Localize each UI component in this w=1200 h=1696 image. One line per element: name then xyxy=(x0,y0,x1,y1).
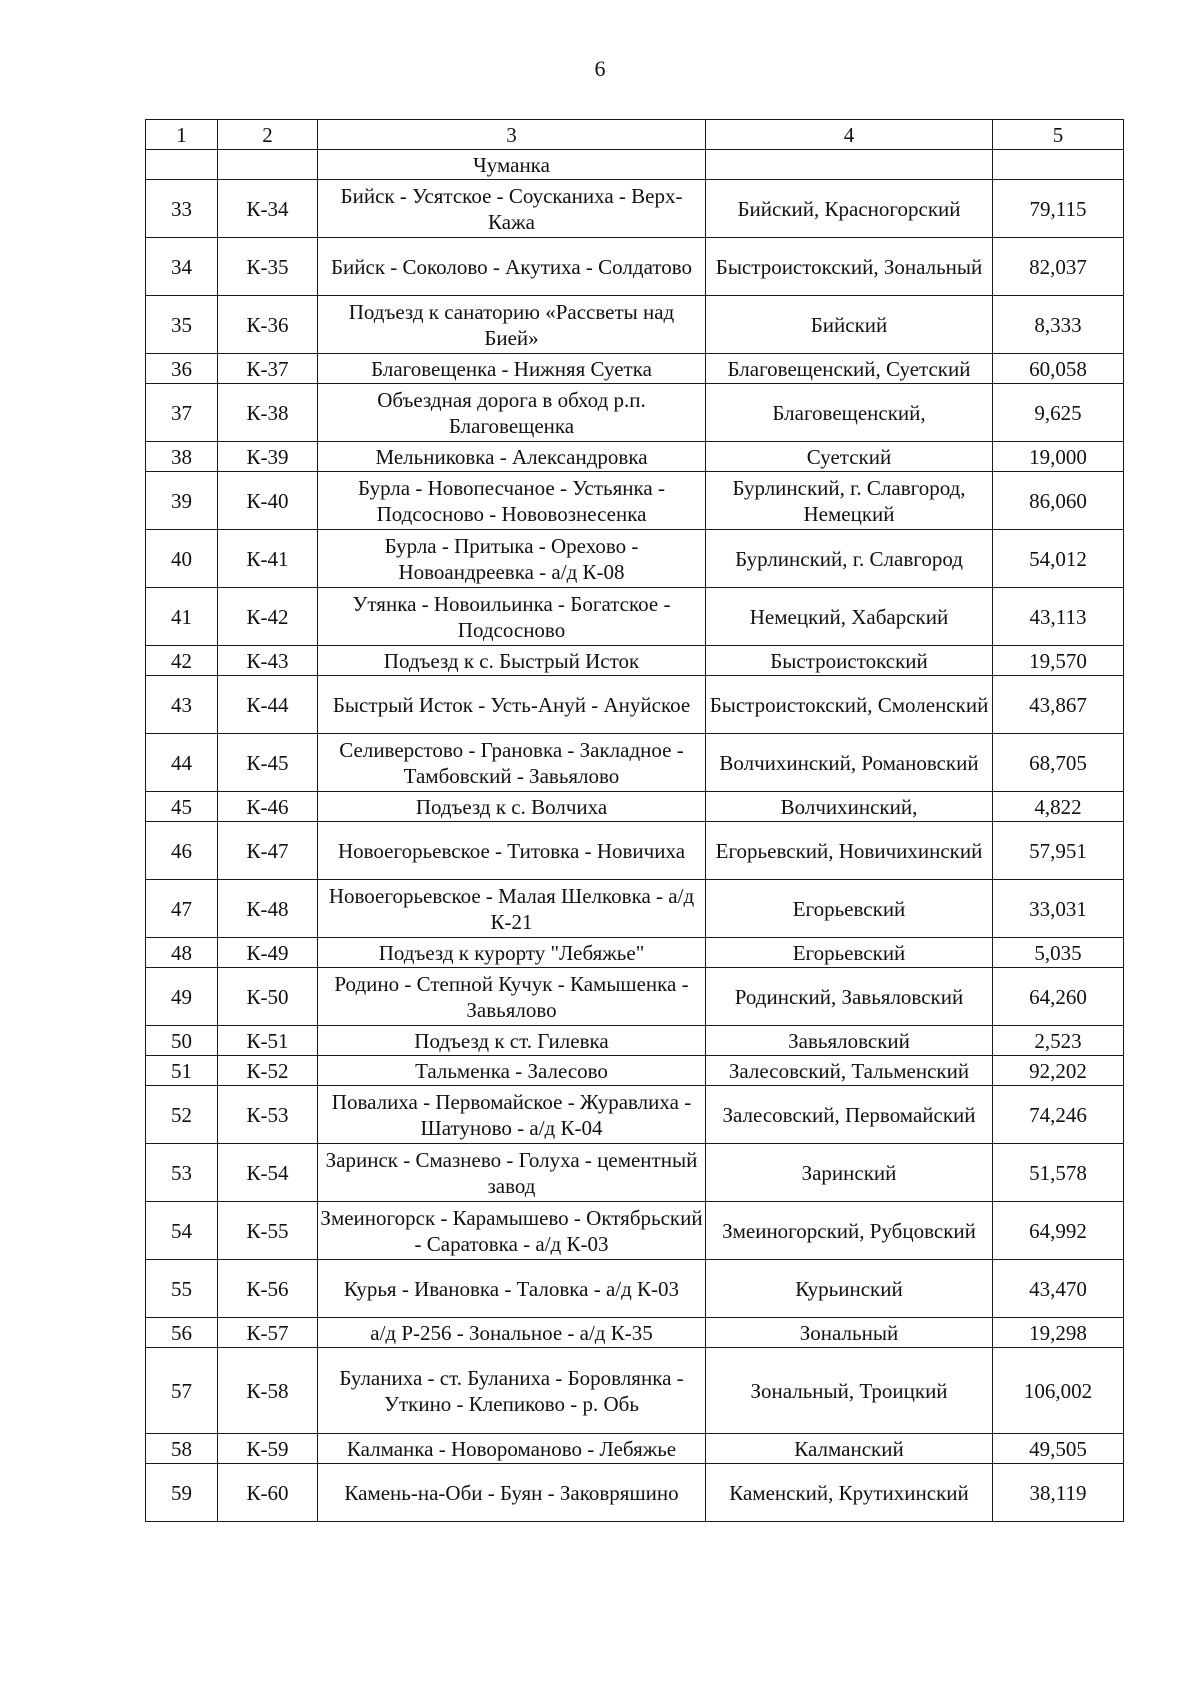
road-name: Бийск - Соколово - Акутиха - Солдатово xyxy=(318,238,706,296)
row-number xyxy=(146,150,218,180)
road-code: К-58 xyxy=(218,1348,318,1434)
road-district: Бийский xyxy=(706,296,993,354)
row-number: 52 xyxy=(146,1086,218,1144)
road-district: Егорьевский xyxy=(706,938,993,968)
road-district: Заринский xyxy=(706,1144,993,1202)
road-name: Чуманка xyxy=(318,150,706,180)
road-name: Селиверстово - Грановка - Закладное - Тамбовский - Завьялово xyxy=(318,734,706,792)
road-district: Каменский, Крутихинский xyxy=(706,1464,993,1522)
table-row xyxy=(146,646,1124,676)
header-cell-2: 2 xyxy=(218,120,318,150)
road-name: Бийск - Усятское - Соусканиха - Верх-Кажа xyxy=(318,180,706,238)
road-district: Благовещенский, xyxy=(706,384,993,442)
road-name: Буланиха - ст. Буланиха - Боровлянка - Уткино - Клепиково - р. Обь xyxy=(318,1348,706,1434)
row-number: 48 xyxy=(146,938,218,968)
table-row xyxy=(146,238,1124,296)
row-number: 50 xyxy=(146,1026,218,1056)
road-length: 43,867 xyxy=(993,676,1124,734)
row-number: 59 xyxy=(146,1464,218,1522)
header-cell-3: 3 xyxy=(318,120,706,150)
road-name: Калманка - Новороманово - Лебяжье xyxy=(318,1434,706,1464)
table-row xyxy=(146,880,1124,938)
road-code: К-43 xyxy=(218,646,318,676)
road-district: Волчихинский, xyxy=(706,792,993,822)
road-district: Бурлинский, г. Славгород xyxy=(706,530,993,588)
road-code: К-42 xyxy=(218,588,318,646)
road-length: 38,119 xyxy=(993,1464,1124,1522)
table-row xyxy=(146,384,1124,442)
road-code: К-34 xyxy=(218,180,318,238)
table-row xyxy=(146,472,1124,530)
row-number: 46 xyxy=(146,822,218,880)
road-length: 43,470 xyxy=(993,1260,1124,1318)
row-number: 55 xyxy=(146,1260,218,1318)
table-row xyxy=(146,1086,1124,1144)
road-district: Курьинский xyxy=(706,1260,993,1318)
road-length: 79,115 xyxy=(993,180,1124,238)
road-name: Новоегорьевское - Титовка - Новичиха xyxy=(318,822,706,880)
road-code: К-38 xyxy=(218,384,318,442)
road-name: Повалиха - Первомайское - Журавлиха - Шатуново - а/д К-04 xyxy=(318,1086,706,1144)
road-length: 51,578 xyxy=(993,1144,1124,1202)
road-district: Егорьевский xyxy=(706,880,993,938)
road-length: 86,060 xyxy=(993,472,1124,530)
road-length: 92,202 xyxy=(993,1056,1124,1086)
road-length: 4,822 xyxy=(993,792,1124,822)
road-district: Волчихинский, Романовский xyxy=(706,734,993,792)
row-number: 43 xyxy=(146,676,218,734)
road-code: К-57 xyxy=(218,1318,318,1348)
table-row xyxy=(146,150,1124,180)
table-row xyxy=(146,1144,1124,1202)
row-number: 35 xyxy=(146,296,218,354)
road-length: 74,246 xyxy=(993,1086,1124,1144)
road-code: К-53 xyxy=(218,1086,318,1144)
table-row xyxy=(146,1026,1124,1056)
road-code: К-52 xyxy=(218,1056,318,1086)
row-number: 44 xyxy=(146,734,218,792)
road-district: Завьяловский xyxy=(706,1026,993,1056)
road-code: К-39 xyxy=(218,442,318,472)
roads-table xyxy=(145,119,1124,1522)
road-length: 106,002 xyxy=(993,1348,1124,1434)
road-code: К-50 xyxy=(218,968,318,1026)
table-row xyxy=(146,1464,1124,1522)
row-number: 37 xyxy=(146,384,218,442)
road-district: Быстроистокский xyxy=(706,646,993,676)
header-cell-1: 1 xyxy=(146,120,218,150)
road-district: Родинский, Завьяловский xyxy=(706,968,993,1026)
row-number: 34 xyxy=(146,238,218,296)
row-number: 39 xyxy=(146,472,218,530)
road-name: Подъезд к с. Волчиха xyxy=(318,792,706,822)
road-name: Бурла - Притыка - Орехово - Новоандреевка - а/д К-08 xyxy=(318,530,706,588)
road-length: 54,012 xyxy=(993,530,1124,588)
road-district: Быстроистокский, Смоленский xyxy=(706,676,993,734)
road-length: 43,113 xyxy=(993,588,1124,646)
road-code: К-44 xyxy=(218,676,318,734)
road-code xyxy=(218,150,318,180)
road-code: К-56 xyxy=(218,1260,318,1318)
road-name: Камень-на-Оби - Буян - Заковряшино xyxy=(318,1464,706,1522)
road-length: 5,035 xyxy=(993,938,1124,968)
table-row xyxy=(146,442,1124,472)
road-district: Суетский xyxy=(706,442,993,472)
road-code: К-49 xyxy=(218,938,318,968)
row-number: 40 xyxy=(146,530,218,588)
road-district: Залесовский, Тальменский xyxy=(706,1056,993,1086)
table-row xyxy=(146,1318,1124,1348)
road-length: 8,333 xyxy=(993,296,1124,354)
table-row xyxy=(146,296,1124,354)
road-district: Зональный xyxy=(706,1318,993,1348)
road-length: 33,031 xyxy=(993,880,1124,938)
road-district: Змеиногорский, Рубцовский xyxy=(706,1202,993,1260)
row-number: 38 xyxy=(146,442,218,472)
road-district: Благовещенский, Суетский xyxy=(706,354,993,384)
road-code: К-51 xyxy=(218,1026,318,1056)
road-name: Подъезд к санаторию «Рассветы над Бией» xyxy=(318,296,706,354)
row-number: 56 xyxy=(146,1318,218,1348)
header-cell-4: 4 xyxy=(706,120,993,150)
road-district: Бийский, Красногорский xyxy=(706,180,993,238)
road-code: К-54 xyxy=(218,1144,318,1202)
table-row xyxy=(146,1202,1124,1260)
table-row xyxy=(146,938,1124,968)
road-district: Немецкий, Хабарский xyxy=(706,588,993,646)
road-code: К-55 xyxy=(218,1202,318,1260)
table-row xyxy=(146,354,1124,384)
row-number: 57 xyxy=(146,1348,218,1434)
table-row xyxy=(146,1348,1124,1434)
road-district: Бурлинский, г. Славгород, Немецкий xyxy=(706,472,993,530)
table-row xyxy=(146,530,1124,588)
road-length: 68,705 xyxy=(993,734,1124,792)
row-number: 33 xyxy=(146,180,218,238)
row-number: 47 xyxy=(146,880,218,938)
row-number: 58 xyxy=(146,1434,218,1464)
road-length: 64,992 xyxy=(993,1202,1124,1260)
road-district: Зональный, Троицкий xyxy=(706,1348,993,1434)
road-district: Егорьевский, Новичихинский xyxy=(706,822,993,880)
road-length: 49,505 xyxy=(993,1434,1124,1464)
table-row xyxy=(146,588,1124,646)
road-length: 60,058 xyxy=(993,354,1124,384)
road-length: 2,523 xyxy=(993,1026,1124,1056)
road-district: Залесовский, Первомайский xyxy=(706,1086,993,1144)
road-name: Подъезд к курорту "Лебяжье" xyxy=(318,938,706,968)
road-length: 19,298 xyxy=(993,1318,1124,1348)
road-name: Быстрый Исток - Усть-Ануй - Ануйское xyxy=(318,676,706,734)
road-length: 9,625 xyxy=(993,384,1124,442)
page-number: 6 xyxy=(594,56,606,81)
road-name: Объездная дорога в обход р.п. Благовещенка xyxy=(318,384,706,442)
road-code: К-46 xyxy=(218,792,318,822)
road-code: К-47 xyxy=(218,822,318,880)
road-name: Тальменка - Залесово xyxy=(318,1056,706,1086)
row-number: 41 xyxy=(146,588,218,646)
road-code: К-40 xyxy=(218,472,318,530)
road-name: Утянка - Новоильинка - Богатское - Подсосново xyxy=(318,588,706,646)
header-row xyxy=(146,120,1124,150)
table-row xyxy=(146,968,1124,1026)
road-name: Бурла - Новопесчаное - Устьянка - Подсосново - Нововознесенка xyxy=(318,472,706,530)
table-row xyxy=(146,1260,1124,1318)
row-number: 36 xyxy=(146,354,218,384)
road-name: Подъезд к ст. Гилевка xyxy=(318,1026,706,1056)
row-number: 42 xyxy=(146,646,218,676)
road-name: Заринск - Смазнево - Голуха - цементный завод xyxy=(318,1144,706,1202)
road-length: 19,570 xyxy=(993,646,1124,676)
row-number: 51 xyxy=(146,1056,218,1086)
road-name: Родино - Степной Кучук - Камышенка - Завьялово xyxy=(318,968,706,1026)
table-row xyxy=(146,1056,1124,1086)
row-number: 53 xyxy=(146,1144,218,1202)
table-row xyxy=(146,734,1124,792)
header-cell-5: 5 xyxy=(993,120,1124,150)
table-row xyxy=(146,1434,1124,1464)
table-row xyxy=(146,180,1124,238)
road-district: Быстроистокский, Зональный xyxy=(706,238,993,296)
road-code: К-48 xyxy=(218,880,318,938)
road-name: Мельниковка - Александровка xyxy=(318,442,706,472)
road-code: К-41 xyxy=(218,530,318,588)
road-length: 19,000 xyxy=(993,442,1124,472)
road-code: К-37 xyxy=(218,354,318,384)
road-name: Змеиногорск - Карамышево - Октябрьский - Саратовка - а/д К-03 xyxy=(318,1202,706,1260)
row-number: 45 xyxy=(146,792,218,822)
road-length: 82,037 xyxy=(993,238,1124,296)
table-row xyxy=(146,792,1124,822)
road-length xyxy=(993,150,1124,180)
road-name: Благовещенка - Нижняя Суетка xyxy=(318,354,706,384)
road-code: К-59 xyxy=(218,1434,318,1464)
road-name: Подъезд к с. Быстрый Исток xyxy=(318,646,706,676)
road-code: К-45 xyxy=(218,734,318,792)
road-length: 57,951 xyxy=(993,822,1124,880)
road-length: 64,260 xyxy=(993,968,1124,1026)
road-district: Калманский xyxy=(706,1434,993,1464)
road-code: К-60 xyxy=(218,1464,318,1522)
table-row xyxy=(146,676,1124,734)
table-row xyxy=(146,822,1124,880)
road-name: Новоегорьевское - Малая Шелковка - а/д К-21 xyxy=(318,880,706,938)
road-code: К-35 xyxy=(218,238,318,296)
road-code: К-36 xyxy=(218,296,318,354)
road-name: а/д Р-256 - Зональное - а/д К-35 xyxy=(318,1318,706,1348)
road-name: Курья - Ивановка - Таловка - а/д К-03 xyxy=(318,1260,706,1318)
road-district xyxy=(706,150,993,180)
row-number: 54 xyxy=(146,1202,218,1260)
row-number: 49 xyxy=(146,968,218,1026)
